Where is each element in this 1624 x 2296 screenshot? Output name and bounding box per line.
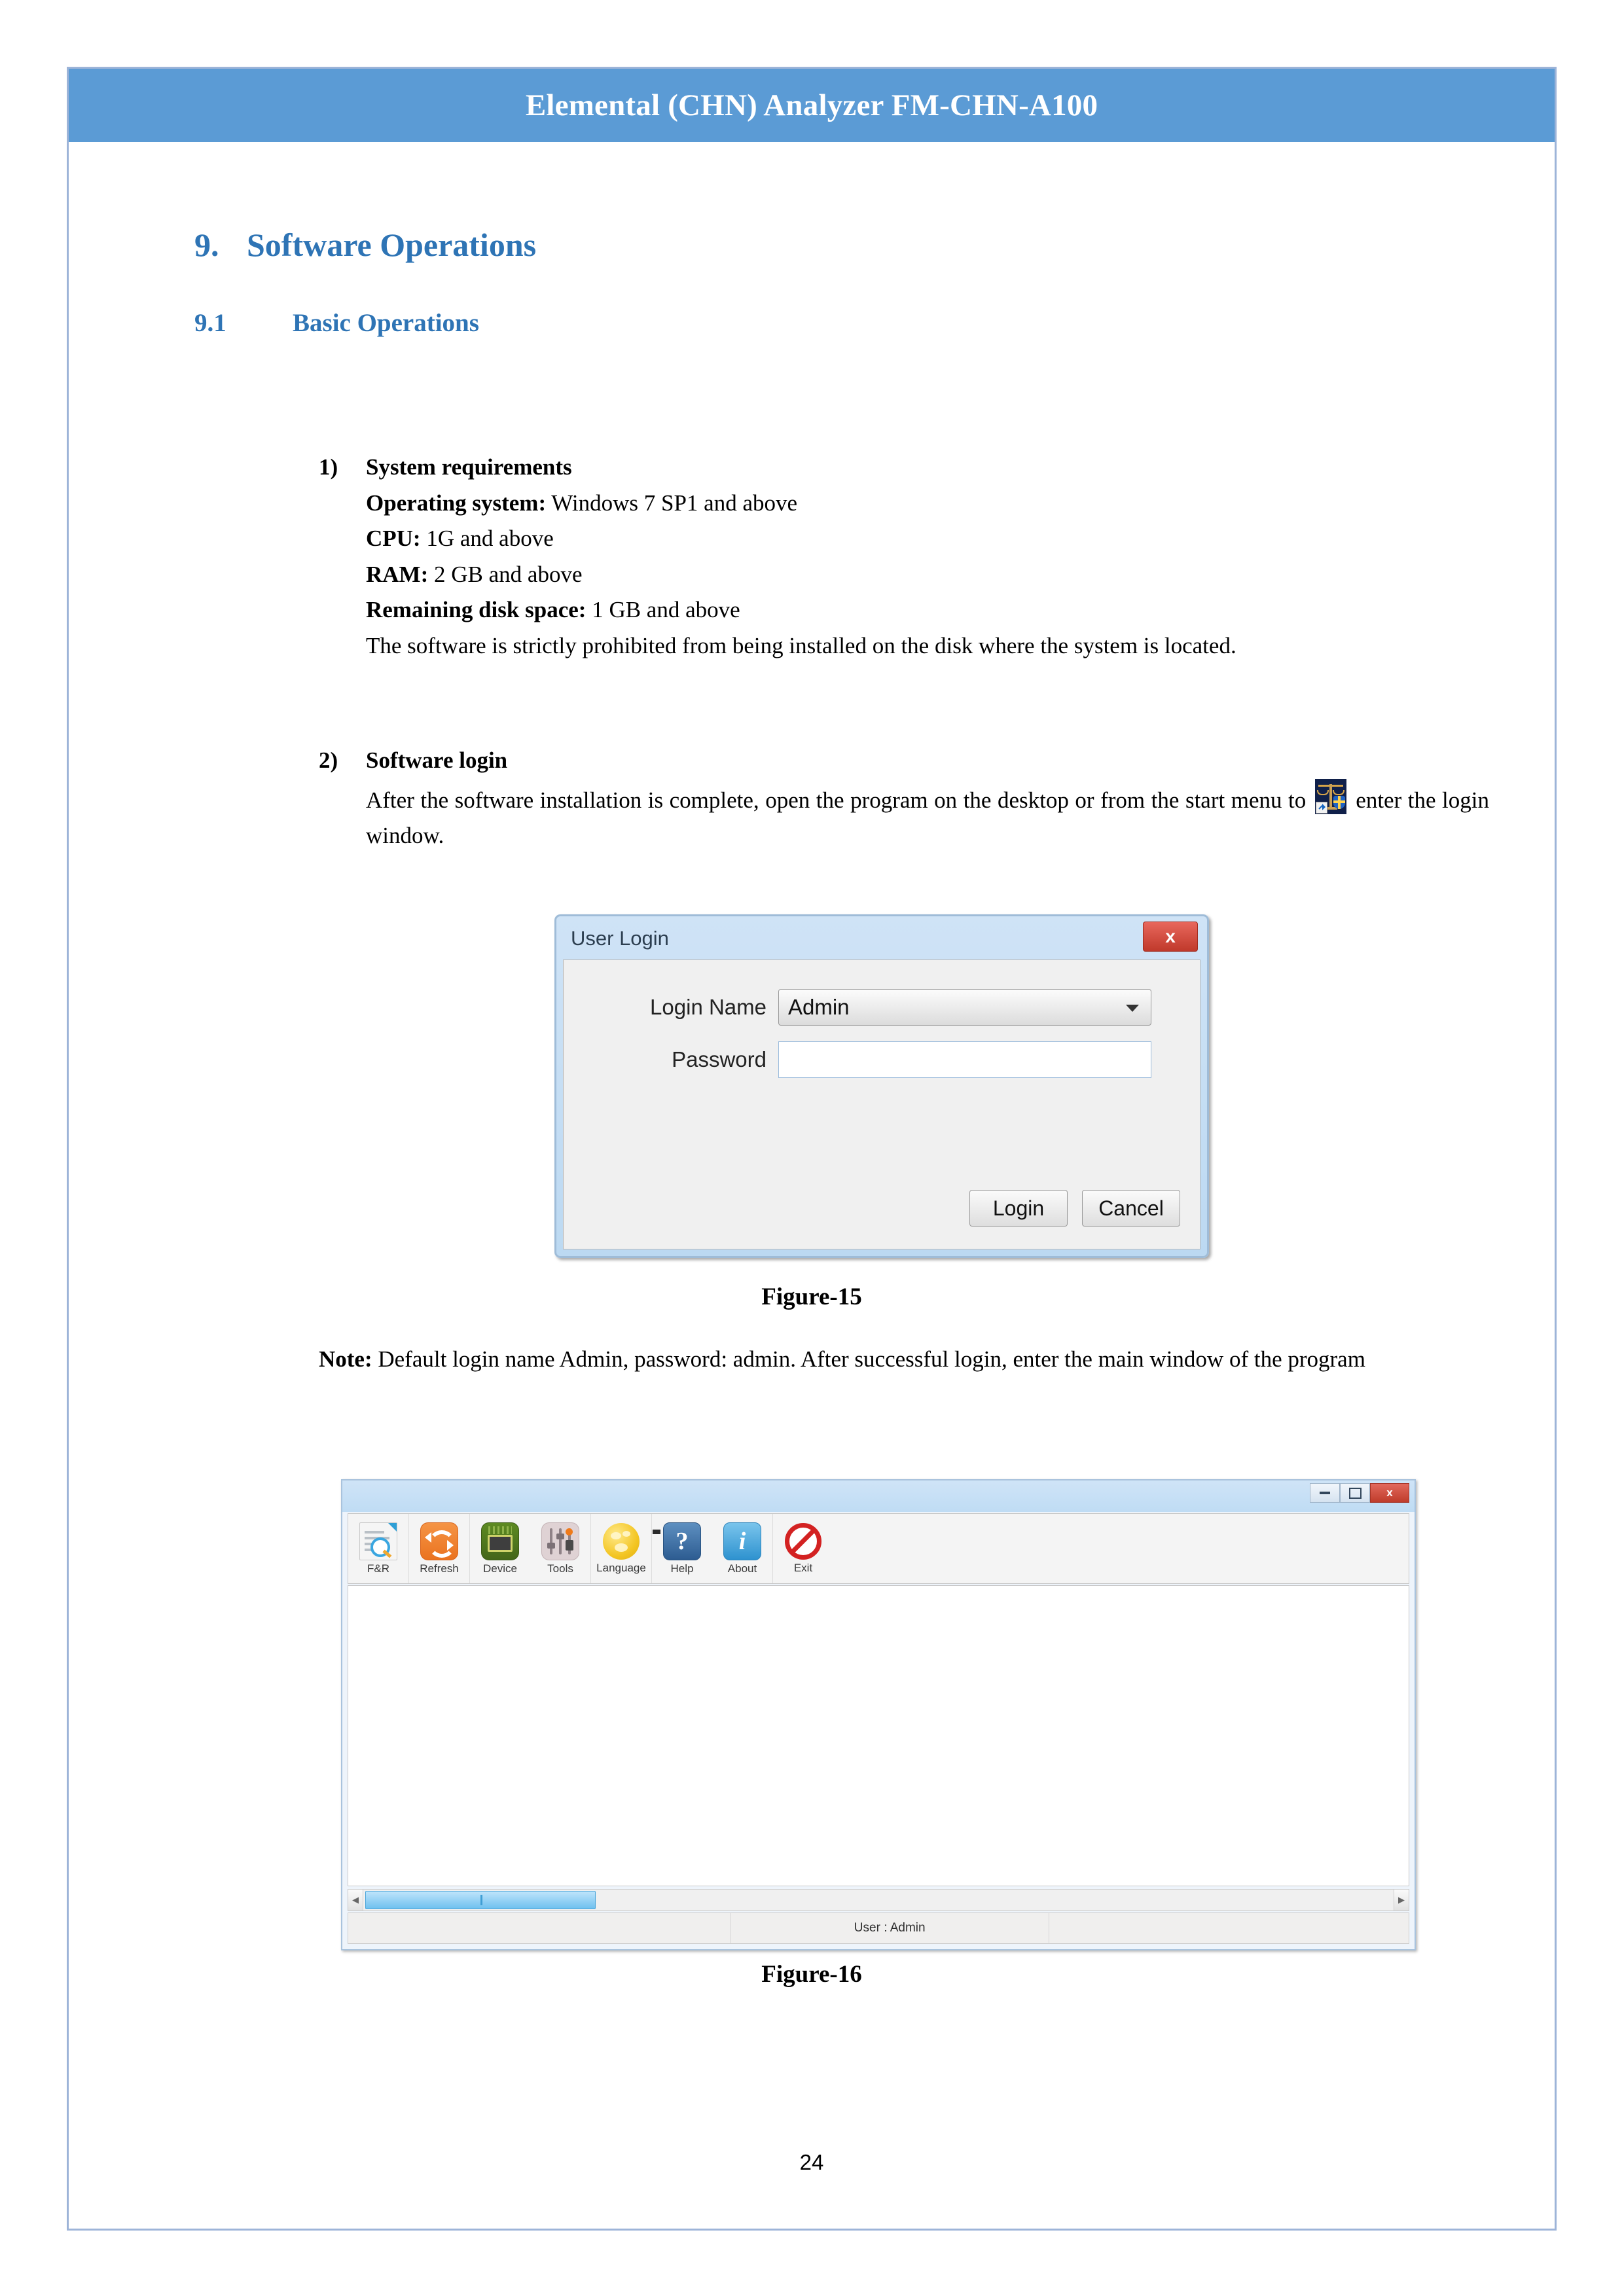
requirement-os-label: Operating system: xyxy=(366,490,547,516)
requirement-os xyxy=(366,486,1489,522)
requirement-paragraph: The software is strictly prohibited from being installed on the disk where the system is located. xyxy=(366,632,1236,658)
close-icon[interactable]: x xyxy=(1143,922,1198,952)
requirement-cpu-value: 1G and above xyxy=(420,526,554,552)
window-titlebar xyxy=(342,1480,1415,1512)
toolbar-group-refresh xyxy=(409,1514,470,1583)
list-item-title: Software login xyxy=(366,747,508,773)
toolbar-label-refresh: Refresh xyxy=(420,1562,459,1575)
requirement-ram xyxy=(366,557,1489,593)
toolbar-button-refresh[interactable] xyxy=(409,1514,469,1583)
maximize-icon[interactable] xyxy=(1340,1483,1370,1503)
toolbar-label-exit: Exit xyxy=(793,1561,813,1574)
toolbar-label-tools: Tools xyxy=(547,1562,573,1575)
section-heading xyxy=(194,226,536,264)
main-content-area xyxy=(348,1585,1409,1886)
toolbar-group-help-about xyxy=(652,1514,773,1583)
password-row xyxy=(564,1041,1200,1078)
toolbar-button-fr[interactable] xyxy=(348,1514,408,1583)
page-number: 24 xyxy=(799,2150,824,2174)
minimize-icon[interactable] xyxy=(1310,1483,1340,1503)
list-item-system-requirements xyxy=(319,450,1489,664)
figure-15-caption: Figure-15 xyxy=(761,1283,862,1310)
toolbar-button-exit[interactable] xyxy=(773,1514,833,1583)
dialog-title: User Login xyxy=(571,927,669,950)
window-controls xyxy=(1310,1483,1409,1503)
horizontal-scrollbar[interactable] xyxy=(348,1889,1409,1911)
toolbar-label-fr: F&R xyxy=(367,1562,389,1575)
toolbar-group-device-tools xyxy=(470,1514,591,1583)
scrollbar-thumb[interactable] xyxy=(365,1891,596,1909)
status-cell-right xyxy=(1049,1913,1409,1943)
toolbar-button-tools[interactable] xyxy=(530,1514,590,1583)
globe-icon xyxy=(603,1523,640,1560)
note-block xyxy=(319,1342,1489,1378)
main-toolbar xyxy=(348,1513,1409,1584)
subsection-title: Basic Operations xyxy=(293,309,479,337)
toolbar-button-help[interactable] xyxy=(652,1514,712,1583)
device-chip-icon xyxy=(481,1522,519,1560)
list-marker: 1) xyxy=(319,454,338,480)
requirement-disk xyxy=(366,592,1489,628)
toolbar-group-exit xyxy=(773,1514,1409,1583)
requirement-ram-label: RAM: xyxy=(366,561,429,587)
toolbar-label-help: Help xyxy=(670,1562,694,1575)
login-name-row xyxy=(564,989,1200,1026)
question-mark-icon: ? xyxy=(663,1522,701,1560)
page-header-title: Elemental (CHN) Analyzer FM-CHN-A100 xyxy=(525,88,1098,122)
page-header-band xyxy=(69,69,1555,142)
login-name-label: Login Name xyxy=(650,995,767,1019)
refresh-icon xyxy=(420,1522,458,1560)
list-marker: 2) xyxy=(319,747,338,773)
password-input[interactable] xyxy=(778,1041,1151,1078)
toolbar-label-language: Language xyxy=(596,1561,646,1574)
toolbar-button-device[interactable] xyxy=(470,1514,530,1583)
scroll-left-icon[interactable]: ◀ xyxy=(348,1890,363,1910)
info-icon: i xyxy=(723,1522,761,1560)
requirement-cpu-label: CPU: xyxy=(366,526,421,552)
document-page xyxy=(67,67,1557,2231)
login-name-select[interactable] xyxy=(778,989,1151,1026)
section-number: 9. xyxy=(194,226,219,263)
subsection-number: 9.1 xyxy=(194,309,226,337)
figure-16-caption: Figure-16 xyxy=(761,1961,862,1988)
note-label: Note: xyxy=(319,1346,372,1372)
list-item-software-login xyxy=(319,743,1489,854)
toolbar-group-fr xyxy=(348,1514,409,1583)
toolbar-label-about: About xyxy=(727,1562,757,1575)
sliders-icon xyxy=(541,1522,579,1560)
chevron-down-icon xyxy=(1126,1005,1139,1012)
note-text: Default login name Admin, password: admin. After successful login, enter the main window of the program xyxy=(372,1346,1365,1372)
requirement-disk-label: Remaining disk space: xyxy=(366,597,586,623)
password-label: Password xyxy=(672,1047,767,1071)
scroll-right-icon[interactable]: ▶ xyxy=(1394,1890,1409,1910)
software-login-text-after: enter the login window. xyxy=(366,787,1490,849)
note-paragraph xyxy=(319,1342,1489,1378)
requirement-cpu xyxy=(366,521,1489,557)
requirement-os-value: Windows 7 SP1 and above xyxy=(546,490,798,516)
document-search-icon xyxy=(359,1522,397,1560)
software-login-text-before: After the software installation is complete, open the program on the desktop or from the start menu to xyxy=(366,787,1307,813)
requirement-disk-value: 1 GB and above xyxy=(586,597,740,623)
software-login-paragraph xyxy=(366,779,1489,854)
cancel-button[interactable]: Cancel xyxy=(1082,1190,1180,1227)
login-name-value: Admin xyxy=(788,995,850,1019)
toolbar-label-device: Device xyxy=(483,1562,517,1575)
toolbar-button-about[interactable] xyxy=(712,1514,772,1583)
status-cell-left xyxy=(348,1913,731,1943)
toolbar-button-language[interactable] xyxy=(591,1514,651,1583)
balance-scale-app-icon xyxy=(1315,779,1346,814)
login-button[interactable]: Login xyxy=(969,1190,1068,1227)
section-title: Software Operations xyxy=(247,226,537,263)
user-login-dialog xyxy=(554,914,1209,1258)
no-entry-icon xyxy=(785,1523,821,1560)
status-bar xyxy=(348,1912,1409,1944)
dialog-body xyxy=(563,960,1200,1249)
requirement-ram-value: 2 GB and above xyxy=(428,561,583,587)
list-item-title: System requirements xyxy=(366,454,572,480)
subsection-heading xyxy=(194,308,479,338)
toolbar-group-language xyxy=(591,1514,652,1583)
main-program-window xyxy=(341,1479,1416,1950)
dialog-button-row xyxy=(969,1190,1180,1227)
close-icon[interactable]: x xyxy=(1370,1483,1409,1503)
status-user: User : Admin xyxy=(731,1913,1049,1943)
